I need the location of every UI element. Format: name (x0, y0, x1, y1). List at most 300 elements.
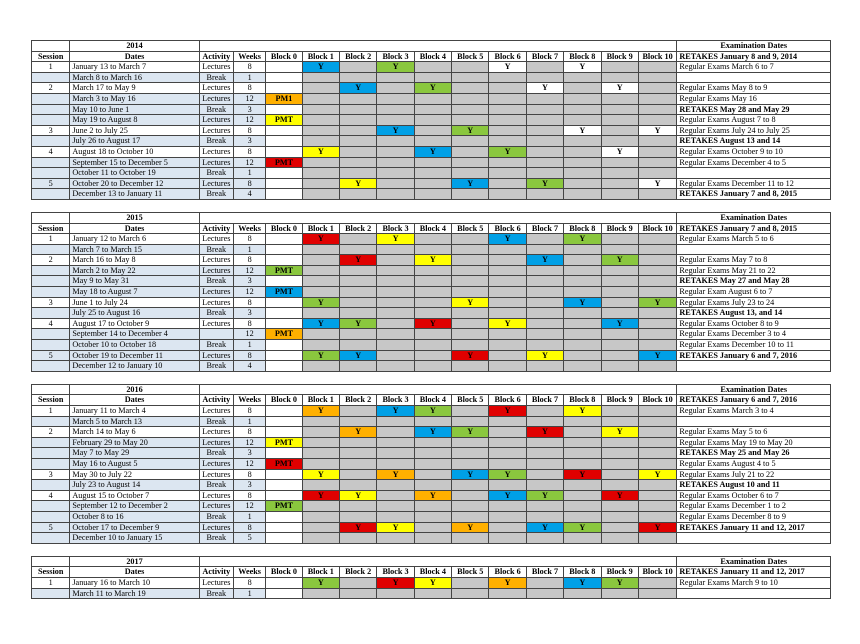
block-cell (526, 157, 563, 168)
session-number (32, 511, 70, 522)
block-cell (377, 244, 414, 255)
block-cell (302, 276, 339, 287)
week-count: 1 (233, 72, 265, 83)
date-range: October 11 to October 19 (70, 168, 199, 179)
block-cell (564, 83, 601, 94)
block-cell (414, 136, 451, 147)
block-cell (266, 588, 302, 599)
block-cell (601, 361, 638, 372)
block-cell (266, 83, 302, 94)
block-cell (452, 437, 489, 448)
block-cell (564, 146, 601, 157)
activity-type: Lectures (199, 93, 233, 104)
block-header: Block 10 (638, 51, 677, 62)
block-cell (564, 104, 601, 115)
block-cell (638, 588, 677, 599)
block-cell (266, 350, 302, 361)
block-cell (526, 189, 563, 200)
block-cell (638, 265, 677, 276)
block-mark: Y (616, 427, 623, 437)
table-row (32, 480, 831, 491)
block-cell (638, 469, 677, 480)
block-cell (601, 318, 638, 329)
block-cell (377, 490, 414, 501)
block-cell (339, 577, 376, 588)
block-cell (638, 501, 677, 512)
block-cell (266, 480, 302, 491)
block-mark: Y (654, 178, 661, 188)
block-mark: Y (392, 577, 399, 587)
block-cell (302, 234, 339, 245)
block-cell (266, 469, 302, 480)
exam-dates-title: Examination Dates (677, 384, 831, 395)
block-cell (452, 125, 489, 136)
block-mark: Y (317, 406, 324, 415)
exam-date: Regular Exams March 6 to 7 (677, 62, 831, 73)
block-cell (564, 406, 601, 417)
table-row (32, 234, 831, 245)
block-mark: Y (355, 427, 362, 437)
block-cell (414, 416, 451, 427)
year-section (31, 212, 831, 372)
block-cell (339, 255, 376, 266)
table-row (32, 511, 831, 522)
block-header: Block 1 (302, 395, 339, 406)
block-cell (377, 115, 414, 126)
block-mark: Y (317, 318, 324, 328)
block-cell (266, 501, 302, 512)
block-cell (564, 287, 601, 298)
block-cell (526, 72, 563, 83)
date-range: March 8 to March 16 (70, 72, 199, 83)
block-header: Block 9 (601, 567, 638, 578)
block-cell (489, 490, 526, 501)
block-cell (601, 437, 638, 448)
header-row (32, 395, 831, 406)
block-cell (564, 72, 601, 83)
block-cell (339, 501, 376, 512)
block-cell (489, 480, 526, 491)
block-mark: Y (504, 318, 511, 328)
block-cell (564, 577, 601, 588)
year-table (31, 212, 831, 372)
activity-type: Break (199, 533, 233, 544)
exam-dates-title: Examination Dates (677, 556, 831, 567)
block-cell (638, 157, 677, 168)
block-header: Block 0 (266, 395, 302, 406)
block-cell (414, 276, 451, 287)
block-cell (526, 427, 563, 438)
block-cell (638, 522, 677, 533)
session-number: 5 (32, 350, 70, 361)
table-row (32, 83, 831, 94)
block-cell (526, 533, 563, 544)
block-mark: Y (355, 490, 362, 500)
block-cell (564, 522, 601, 533)
block-header: Block 5 (452, 223, 489, 234)
block-cell (302, 168, 339, 179)
block-cell (638, 72, 677, 83)
header-row (32, 223, 831, 234)
block-cell (339, 125, 376, 136)
exam-date: Regular Exams December 10 to 11 (677, 340, 831, 351)
block-cell (526, 318, 563, 329)
block-cell (489, 265, 526, 276)
block-cell (526, 93, 563, 104)
block-cell (489, 350, 526, 361)
academic-calendar-sheet (31, 40, 831, 599)
block-cell (601, 427, 638, 438)
block-cell (339, 297, 376, 308)
block-cell (339, 533, 376, 544)
block-cell (526, 104, 563, 115)
block-cell (526, 490, 563, 501)
block-cell (414, 318, 451, 329)
block-cell (638, 480, 677, 491)
block-cell (414, 511, 451, 522)
table-row (32, 189, 831, 200)
block-mark: Y (355, 178, 362, 188)
activity-type: Lectures (199, 146, 233, 157)
block-cell (302, 416, 339, 427)
session-number (32, 287, 70, 298)
block-mark: Y (579, 297, 586, 307)
block-cell (266, 244, 302, 255)
block-cell (526, 308, 563, 319)
block-cell (266, 329, 302, 340)
week-count: 12 (233, 265, 265, 276)
block-cell (489, 189, 526, 200)
block-cell (601, 83, 638, 94)
block-cell (302, 522, 339, 533)
block-mark: Y (355, 318, 362, 328)
block-cell (452, 511, 489, 522)
session-number (32, 276, 70, 287)
block-cell (489, 276, 526, 287)
block-header: Block 8 (564, 223, 601, 234)
block-cell (564, 427, 601, 438)
block-cell (414, 297, 451, 308)
block-mark: PMT (274, 157, 294, 167)
block-cell (489, 72, 526, 83)
block-cell (339, 588, 376, 599)
table-row (32, 406, 831, 417)
table-row (32, 297, 831, 308)
block-cell (638, 458, 677, 469)
exam-date (677, 533, 831, 544)
date-range: June 2 to July 25 (70, 125, 199, 136)
block-cell (339, 511, 376, 522)
block-cell (601, 448, 638, 459)
block-cell (489, 340, 526, 351)
block-header: Block 2 (339, 223, 376, 234)
block-mark: Y (654, 350, 661, 360)
block-cell (377, 448, 414, 459)
block-cell (266, 146, 302, 157)
block-cell (601, 157, 638, 168)
block-mark: Y (467, 125, 474, 135)
block-cell (377, 533, 414, 544)
block-cell (526, 287, 563, 298)
block-cell (266, 125, 302, 136)
block-mark: Y (355, 83, 362, 93)
block-cell (452, 522, 489, 533)
block-cell (339, 318, 376, 329)
activity-type: Lectures (199, 265, 233, 276)
block-cell (564, 458, 601, 469)
block-cell (638, 511, 677, 522)
block-cell (377, 168, 414, 179)
table-row (32, 318, 831, 329)
date-range: October 19 to December 11 (70, 350, 199, 361)
week-count: 3 (233, 276, 265, 287)
spacer (199, 212, 677, 223)
block-cell (266, 62, 302, 73)
block-mark: PMT (274, 115, 294, 125)
block-mark: Y (467, 350, 474, 360)
dates-header: Dates (70, 395, 199, 406)
block-mark: Y (429, 406, 436, 415)
session-number (32, 157, 70, 168)
block-cell (302, 480, 339, 491)
block-cell (526, 62, 563, 73)
block-cell (452, 448, 489, 459)
block-mark: Y (504, 490, 511, 500)
block-cell (489, 115, 526, 126)
block-mark: Y (317, 469, 324, 479)
block-cell (339, 62, 376, 73)
exam-date: Regular Exams March 5 to 6 (677, 234, 831, 245)
block-cell (339, 287, 376, 298)
date-range: May 19 to August 8 (70, 115, 199, 126)
exam-date: Regular Exams May 8 to 9 (677, 83, 831, 94)
session-number (32, 136, 70, 147)
date-range: March 14 to May 6 (70, 427, 199, 438)
exam-date (677, 168, 831, 179)
block-mark: Y (504, 577, 511, 587)
block-cell (452, 178, 489, 189)
date-range: March 11 to March 19 (70, 588, 199, 599)
block-cell (601, 458, 638, 469)
block-mark: Y (579, 125, 586, 135)
block-cell (601, 329, 638, 340)
block-cell (302, 287, 339, 298)
block-cell (526, 178, 563, 189)
block-cell (452, 276, 489, 287)
block-cell (302, 318, 339, 329)
block-header: Block 8 (564, 567, 601, 578)
block-mark: Y (317, 146, 324, 156)
block-cell (414, 427, 451, 438)
block-cell (266, 168, 302, 179)
weeks-header: Weeks (233, 567, 265, 578)
date-range: March 3 to May 16 (70, 93, 199, 104)
block-cell (414, 93, 451, 104)
week-count: 1 (233, 588, 265, 599)
exam-date: Regular Exams March 9 to 10 (677, 577, 831, 588)
block-cell (339, 416, 376, 427)
block-cell (601, 577, 638, 588)
block-cell (266, 104, 302, 115)
block-cell (266, 157, 302, 168)
table-row (32, 361, 831, 372)
activity-type: Lectures (199, 427, 233, 438)
block-cell (414, 62, 451, 73)
block-cell (638, 276, 677, 287)
exam-date: Regular Exams May 21 to 22 (677, 265, 831, 276)
exam-date (677, 244, 831, 255)
activity-type: Break (199, 448, 233, 459)
block-cell (601, 490, 638, 501)
block-cell (452, 577, 489, 588)
block-cell (601, 350, 638, 361)
exam-date: Regular Exams December 3 to 4 (677, 329, 831, 340)
section-gap (31, 372, 831, 384)
session-number: 1 (32, 577, 70, 588)
block-cell (452, 329, 489, 340)
block-cell (564, 136, 601, 147)
table-row (32, 244, 831, 255)
block-cell (564, 533, 601, 544)
block-mark: Y (392, 234, 399, 244)
table-row (32, 448, 831, 459)
block-cell (489, 125, 526, 136)
week-count: 8 (233, 318, 265, 329)
week-count: 8 (233, 406, 265, 417)
block-cell (414, 406, 451, 417)
week-count: 8 (233, 234, 265, 245)
block-cell (414, 125, 451, 136)
session-number (32, 72, 70, 83)
block-cell (414, 458, 451, 469)
block-cell (638, 416, 677, 427)
week-count: 8 (233, 427, 265, 438)
block-header: Block 8 (564, 395, 601, 406)
session-header: Session (32, 51, 70, 62)
block-cell (377, 83, 414, 94)
block-cell (377, 416, 414, 427)
block-cell (638, 234, 677, 245)
date-range: May 16 to August 5 (70, 458, 199, 469)
exam-date: Regular Exams October 6 to 7 (677, 490, 831, 501)
block-cell (266, 427, 302, 438)
block-header: Block 8 (564, 51, 601, 62)
block-header: Block 3 (377, 395, 414, 406)
block-mark: Y (504, 406, 511, 415)
block-cell (601, 93, 638, 104)
year-title-row (32, 212, 831, 223)
block-mark: Y (392, 406, 399, 415)
exam-date: RETAKES August 13 and 14 (677, 136, 831, 147)
block-cell (526, 480, 563, 491)
date-range: February 29 to May 20 (70, 437, 199, 448)
block-cell (526, 265, 563, 276)
block-cell (377, 189, 414, 200)
activity-type: Break (199, 276, 233, 287)
block-mark: Y (355, 255, 362, 265)
block-header: Block 6 (489, 567, 526, 578)
block-cell (339, 104, 376, 115)
week-count: 8 (233, 522, 265, 533)
date-range: December 12 to January 10 (70, 361, 199, 372)
table-row (32, 287, 831, 298)
block-cell (601, 72, 638, 83)
block-cell (302, 255, 339, 266)
date-range: August 17 to October 9 (70, 318, 199, 329)
date-range: May 30 to July 22 (70, 469, 199, 480)
block-cell (452, 588, 489, 599)
block-cell (414, 265, 451, 276)
block-header: Block 7 (526, 567, 563, 578)
block-cell (377, 501, 414, 512)
block-cell (638, 427, 677, 438)
session-number: 1 (32, 62, 70, 73)
block-cell (526, 577, 563, 588)
block-cell (339, 458, 376, 469)
block-cell (414, 588, 451, 599)
table-row (32, 265, 831, 276)
session-number: 5 (32, 178, 70, 189)
activity-type: Lectures (199, 115, 233, 126)
block-header: Block 10 (638, 567, 677, 578)
block-cell (266, 361, 302, 372)
header-row (32, 51, 831, 62)
block-cell (526, 234, 563, 245)
block-cell (601, 416, 638, 427)
date-range: May 10 to June 1 (70, 104, 199, 115)
block-header: Block 6 (489, 395, 526, 406)
block-cell (638, 125, 677, 136)
block-cell (601, 146, 638, 157)
year-label: 2015 (70, 212, 199, 223)
date-range: March 7 to March 15 (70, 244, 199, 255)
block-cell (526, 350, 563, 361)
block-header: Block 1 (302, 567, 339, 578)
block-cell (452, 189, 489, 200)
week-count: 3 (233, 104, 265, 115)
spacer (32, 212, 70, 223)
block-header: Block 9 (601, 395, 638, 406)
block-cell (339, 115, 376, 126)
week-count: 3 (233, 308, 265, 319)
block-cell (377, 62, 414, 73)
block-cell (266, 255, 302, 266)
block-cell (489, 255, 526, 266)
block-cell (489, 427, 526, 438)
block-cell (489, 308, 526, 319)
block-cell (601, 406, 638, 417)
block-mark: PM1 (275, 93, 293, 103)
block-cell (339, 308, 376, 319)
activity-type: Lectures (199, 350, 233, 361)
exam-header-row-cell: RETAKES January 6 and 7, 2016 (677, 395, 831, 406)
block-cell (526, 469, 563, 480)
block-cell (564, 125, 601, 136)
block-cell (302, 104, 339, 115)
table-row (32, 329, 831, 340)
block-mark: Y (467, 297, 474, 307)
block-cell (638, 104, 677, 115)
activity-type: Break (199, 136, 233, 147)
week-count: 3 (233, 136, 265, 147)
block-cell (638, 136, 677, 147)
date-range: September 12 to December 2 (70, 501, 199, 512)
block-cell (302, 469, 339, 480)
block-cell (377, 287, 414, 298)
block-cell (414, 308, 451, 319)
block-cell (564, 93, 601, 104)
table-row (32, 136, 831, 147)
